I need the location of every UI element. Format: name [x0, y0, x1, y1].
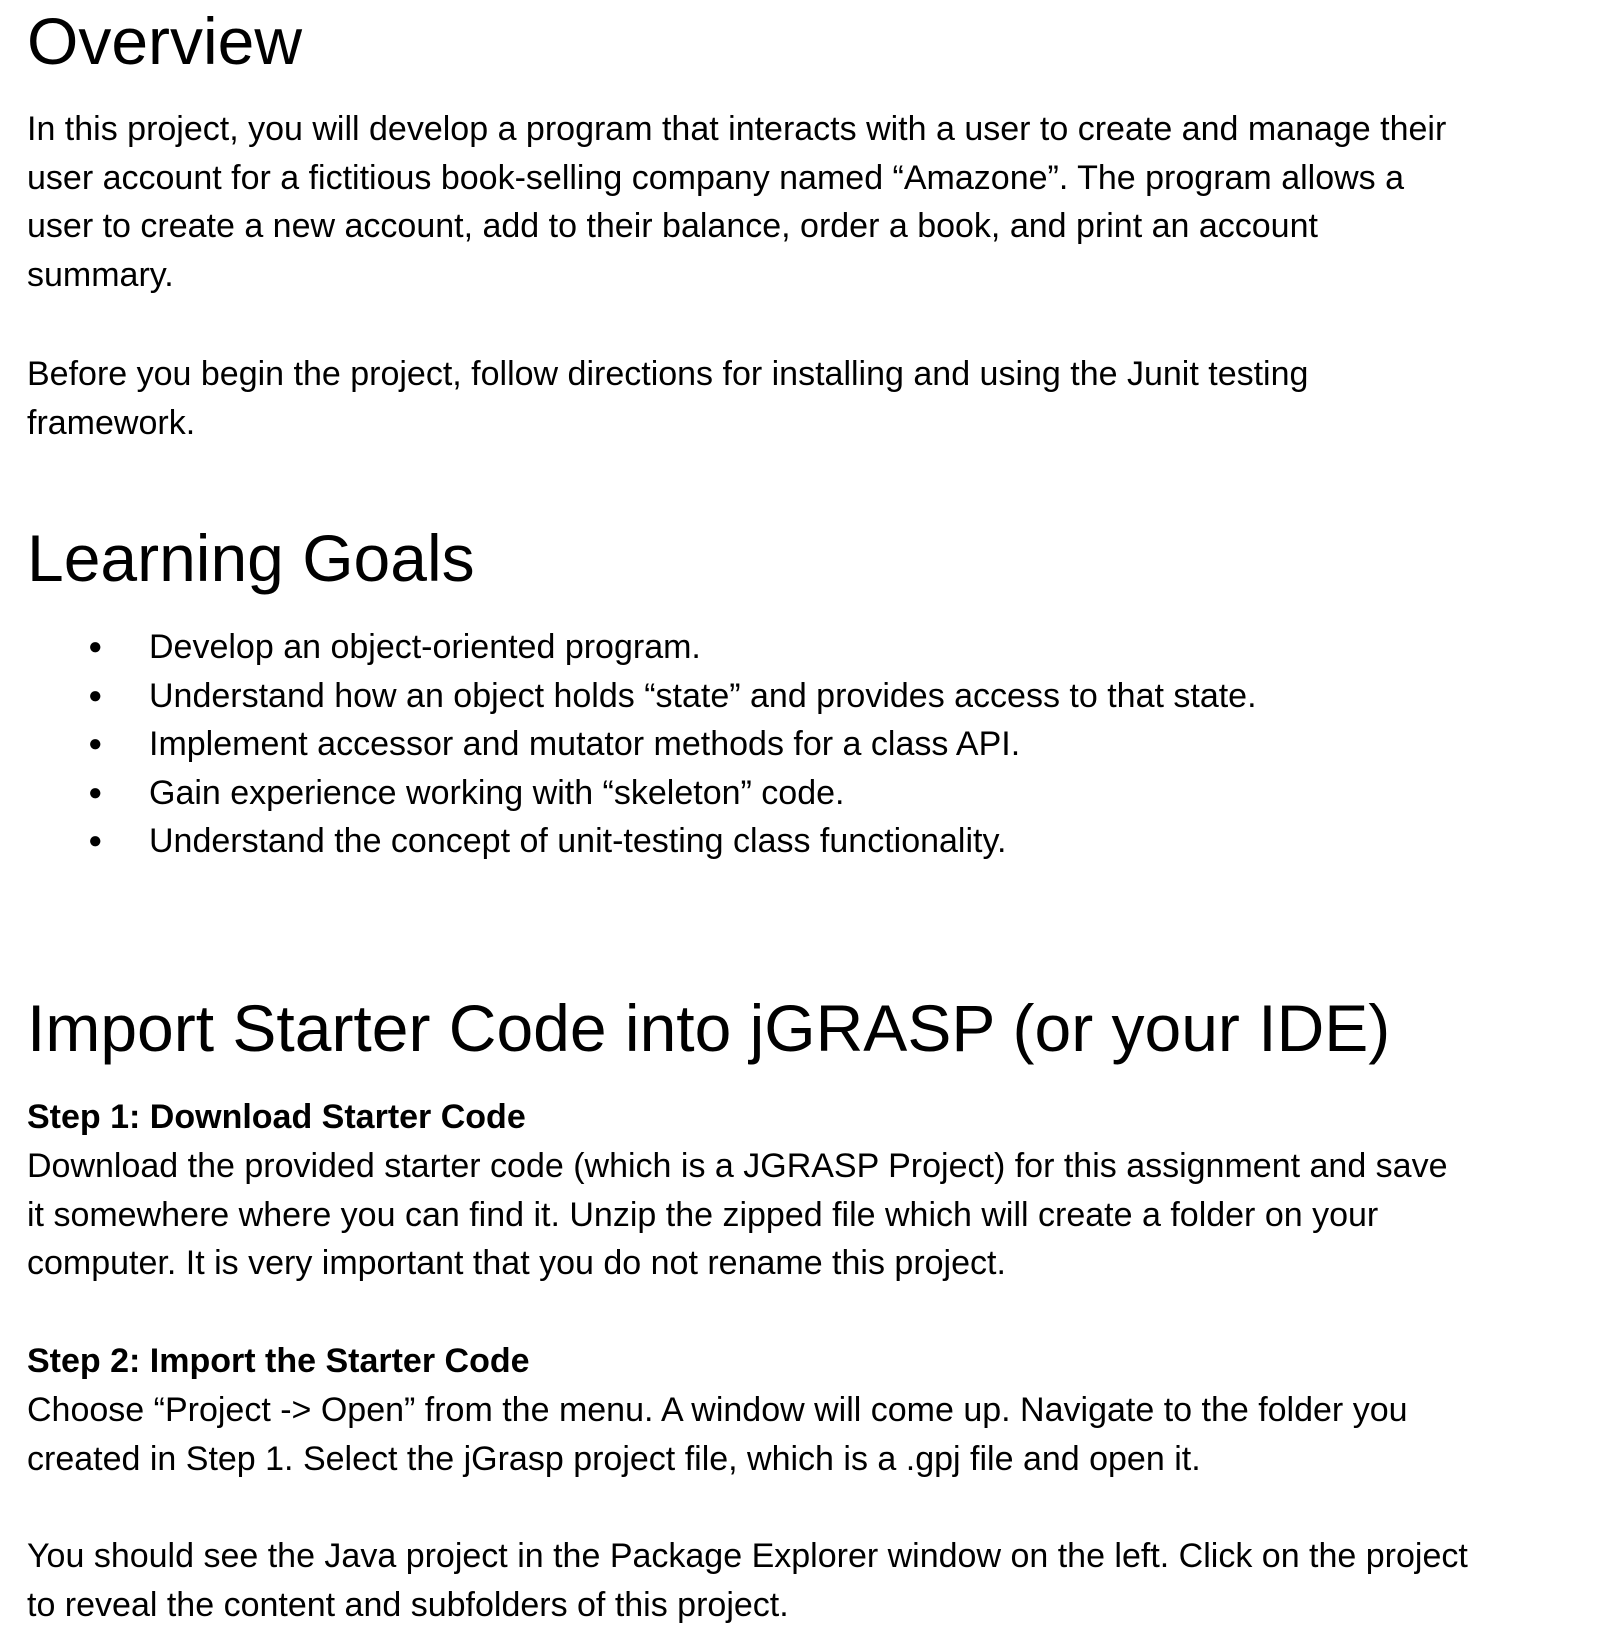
- learning-goal-text: Implement accessor and mutator methods for a class API.: [149, 725, 1021, 763]
- closing-line: to reveal the content and subfolders of this project.: [27, 1585, 789, 1624]
- learning-goal-text: Understand how an object holds “state” and provides access to that state.: [149, 676, 1257, 715]
- step-1-title: Step 1: Download Starter Code: [27, 1098, 526, 1136]
- learning-goals-heading: Learning Goals: [27, 521, 475, 595]
- bullet-icon: ●: [88, 681, 103, 709]
- step-2-title: Step 2: Import the Starter Code: [27, 1342, 530, 1380]
- learning-goal-text: Understand the concept of unit-testing class functionality.: [149, 822, 1007, 860]
- bullet-icon: ●: [88, 778, 103, 806]
- overview-paragraph-2: [27, 350, 1308, 447]
- bullet-icon: ●: [88, 730, 103, 757]
- overview-paragraph-2-line: Before you begin the project, follow directions for installing and using the Junit testing: [27, 355, 1309, 393]
- overview-paragraph-1-line: In this project, you will develop a program that interacts with a user to create and manage their: [27, 110, 1447, 148]
- step-1-line: it somewhere where you can find it. Unzip the zipped file which will create a folder on your: [27, 1195, 1379, 1234]
- step-2-line: created in Step 1. Select the jGrasp project file, which is a .gpj file and open it.: [27, 1439, 1201, 1478]
- step-1-line: computer. It is very important that you do not rename this project.: [27, 1244, 1006, 1282]
- overview-paragraph-1-line: user to create a new account, add to their balance, order a book, and print an account: [27, 207, 1318, 245]
- step-1-line: Download the provided starter code (which is a JGRASP Project) for this assignment and save: [27, 1147, 1448, 1185]
- overview-heading: Overview: [27, 4, 303, 78]
- overview-paragraph-1-line: summary.: [27, 255, 174, 294]
- overview-paragraph-1: [27, 105, 1446, 299]
- step-1-body: [27, 1142, 1448, 1288]
- import-starter-code-heading: Import Starter Code into jGRASP (or your IDE): [27, 991, 1391, 1065]
- learning-goal-text: Develop an object-oriented program.: [149, 628, 701, 666]
- step-2-body: [27, 1386, 1408, 1483]
- overview-paragraph-1-line: user account for a fictitious book-selling company named “Amazone”. The program allows a: [27, 158, 1405, 197]
- bullet-icon: ●: [88, 633, 103, 660]
- learning-goal-text: Gain experience working with “skeleton” code.: [149, 773, 845, 812]
- closing-line: You should see the Java project in the Package Explorer window on the left. Click on the project: [27, 1537, 1468, 1575]
- overview-paragraph-2-line: framework.: [27, 403, 196, 442]
- closing-paragraph: [27, 1532, 1468, 1629]
- bullet-icon: ●: [88, 827, 103, 854]
- step-2-line: Choose “Project -> Open” from the menu. A window will come up. Navigate to the folder you: [27, 1391, 1408, 1429]
